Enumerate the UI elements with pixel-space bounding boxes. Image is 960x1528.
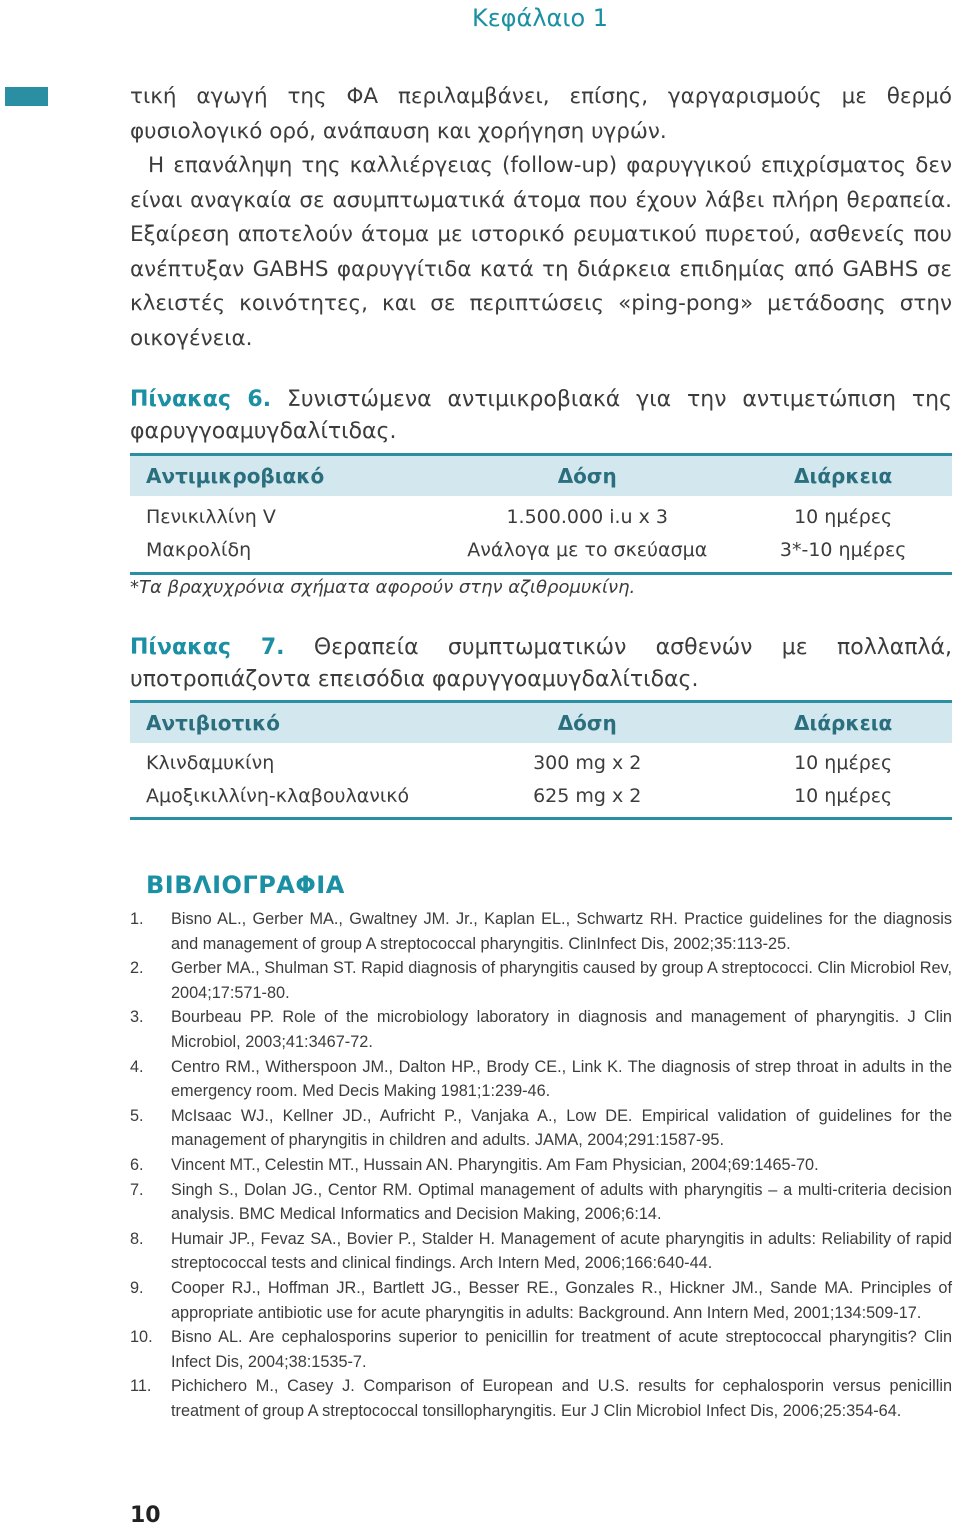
chapter-title: Κεφάλαιο 1: [471, 4, 609, 32]
reference-text: Pichichero M., Casey J. Comparison of European and U.S. results for cephalosporin versus penicillin treatment of group A streptococcal tonsillopharyngitis. Eur J Clin Microbiol Infect Dis, 2006;25:354-64.: [171, 1377, 952, 1420]
table6-header: [130, 453, 952, 496]
reference-item: [130, 1325, 952, 1374]
reference-text: Vincent MT., Celestin MT., Hussain AN. Pharyngitis. Am Fam Physician, 2004;69:1465-70.: [171, 1155, 819, 1174]
reference-text: Bisno AL. Are cephalosporins superior to penicillin for treatment of acute streptococcal pharyngitis? Clin Infect Dis, 2004;38:1535-7.: [171, 1328, 952, 1371]
table7: [130, 700, 952, 820]
paragraph-1: τική αγωγή της ΦΑ περιλαμβάνει, επίσης, γαργαρισμούς με θερμό φυσιολογικό ορό, ανάπαυση και χορήγηση υγρών.: [130, 84, 952, 144]
table7-label: Πίνακας 7.: [130, 635, 285, 660]
table-cell: Κλινδαμυκίνη: [146, 751, 275, 774]
table6-body: [130, 496, 952, 575]
reference-item: [130, 907, 952, 956]
table-cell: Αμοξικιλλίνη-κλαβουλανικό: [146, 784, 410, 807]
table-row: [130, 500, 952, 533]
table6-caption-text: Συνιστώμενα αντιμικροβιακά για την αντιμετώπιση της φαρυγγοαμυγδαλίτιδας.: [130, 387, 952, 444]
paragraph-2: Η επανάληψη της καλλιέργειας (follow-up) φαρυγγικού επιχρίσματος δεν είναι αναγκαία σε ασυμπτωματικά άτομα που έχουν λάβει πλήρη θεραπεία. Εξαίρεση αποτελούν άτομα με ιστορικό ρευματικού πυρετού, ασθενείς που ανέπτυξαν GABHS φαρυγγίτιδα κατά τη διάρκεια επιδημίας από GABHS σε κλειστές κοινότητες, και σε περιπτώσεις «ping-pong» μετάδοσης στην οικογένεια.: [130, 153, 952, 351]
reference-number: 3.: [130, 1008, 144, 1027]
table-row: [130, 779, 952, 812]
table7-body: [130, 743, 952, 820]
table6-header-cell: Δόση: [557, 464, 617, 488]
table-cell: 625 mg x 2: [533, 784, 642, 807]
table7-caption: [130, 632, 952, 696]
table-row: [130, 746, 952, 779]
reference-number: 1.: [130, 910, 144, 928]
table7-caption-text: Θεραπεία συμπτωματικών ασθενών με πολλαπλά, υποτροπιάζοντα επεισόδια φαρυγγοαμυγδαλίτιδας.: [130, 635, 952, 692]
table-row: [130, 533, 952, 566]
table6-footnote: *Τα βραχυχρόνια σχήματα αφορούν στην αζιθρομυκίνη.: [130, 577, 636, 598]
table6-header-cell: Αντιμικροβιακό: [146, 464, 325, 488]
reference-item: [130, 1104, 952, 1153]
reference-item: [130, 1178, 952, 1227]
reference-item: [130, 1005, 952, 1054]
table7-header-cell: Αντιβιοτικό: [146, 711, 281, 735]
table6: [130, 453, 952, 575]
reference-text: Centro RM., Witherspoon JM., Dalton HP., Brody CE., Link K. The diagnosis of strep throat in adults in the emergency room. Med Decis Making 1981;1:239-46.: [171, 1057, 952, 1101]
table6-caption: [130, 384, 952, 448]
reference-number: 5.: [130, 1106, 144, 1125]
reference-number: 7.: [130, 1180, 144, 1199]
reference-item: [130, 1276, 952, 1325]
table6-label: Πίνακας 6.: [130, 387, 272, 412]
reference-item: [130, 1055, 952, 1104]
reference-text: Singh S., Dolan JG., Centor RM. Optimal management of adults with pharyngitis – a multi-criteria decision analysis. BMC Medical Informatics and Decision Making, 2006;6:14.: [171, 1180, 952, 1224]
table-cell: Πενικιλλίνη V: [146, 505, 276, 528]
reference-item: [130, 1227, 952, 1276]
reference-item: [130, 956, 952, 1005]
reference-number: 2.: [130, 959, 144, 978]
section-marker: [5, 87, 48, 106]
references-title: ΒΙΒΛΙΟΓΡΑΦΙΑ: [146, 871, 345, 899]
table7-header: [130, 700, 952, 743]
table6-header-cell: Διάρκεια: [794, 464, 893, 488]
table-cell: 300 mg x 2: [533, 751, 642, 774]
table-cell: 10 ημέρες: [794, 505, 893, 528]
reference-number: 11.: [130, 1377, 152, 1396]
reference-number: 8.: [130, 1229, 144, 1248]
table7-header-cell: Δόση: [557, 711, 617, 735]
reference-number: 10.: [130, 1328, 153, 1347]
reference-text: Gerber MA., Shulman ST. Rapid diagnosis of pharyngitis caused by group A streptococci. Clin Microbiol Rev, 2004;17:571-80.: [171, 959, 952, 1002]
reference-text: Cooper RJ., Hoffman JR., Bartlett JG., Besser RE., Gonzales R., Hickner JM., Sande MA. Principles of appropriate antibiotic use for acute pharyngitis in adults: Background. Ann Intern Med, 2001;134:509-17.: [171, 1278, 952, 1322]
table-cell: 10 ημέρες: [794, 784, 893, 807]
reference-number: 4.: [130, 1057, 144, 1076]
table-cell: 3*-10 ημέρες: [779, 538, 907, 561]
reference-text: McIsaac WJ., Kellner JD., Aufricht P., Vanjaka A., Low DE. Empirical validation of guidelines for the management of pharyngitis in children and adults. JAMA, 2004;291:1587-95.: [171, 1106, 952, 1150]
reference-number: 6.: [130, 1155, 144, 1174]
table-cell: 10 ημέρες: [794, 751, 893, 774]
table-cell: Μακρολίδη: [146, 538, 252, 561]
reference-item: [130, 1153, 952, 1178]
body-text: [130, 80, 952, 356]
references-list: [130, 907, 952, 1423]
page-number: 10: [130, 1503, 161, 1528]
table7-header-cell: Διάρκεια: [794, 711, 893, 735]
reference-text: Humair JP., Fevaz SA., Bovier P., Stalder H. Management of acute pharyngitis in adults: Reliability of rapid streptococcal tests and clinical findings. Arch Intern Med, 2006;166:640-44.: [171, 1229, 952, 1273]
reference-number: 9.: [130, 1278, 144, 1297]
reference-text: Bisno AL., Gerber MA., Gwaltney JM. Jr., Kaplan EL., Schwartz RH. Practice guidelines for the diagnosis and management of group A streptococcal pharyngitis. ClinInfect Dis, 2002;35:113-25.: [171, 910, 952, 953]
reference-item: [130, 1374, 952, 1423]
table-cell: 1.500.000 i.u x 3: [506, 505, 668, 528]
reference-text: Bourbeau PP. Role of the microbiology laboratory in diagnosis and management of pharyngitis. J Clin Microbiol, 2003;41:3467-72.: [171, 1008, 952, 1051]
table-cell: Ανάλογα με το σκεύασμα: [467, 538, 708, 561]
